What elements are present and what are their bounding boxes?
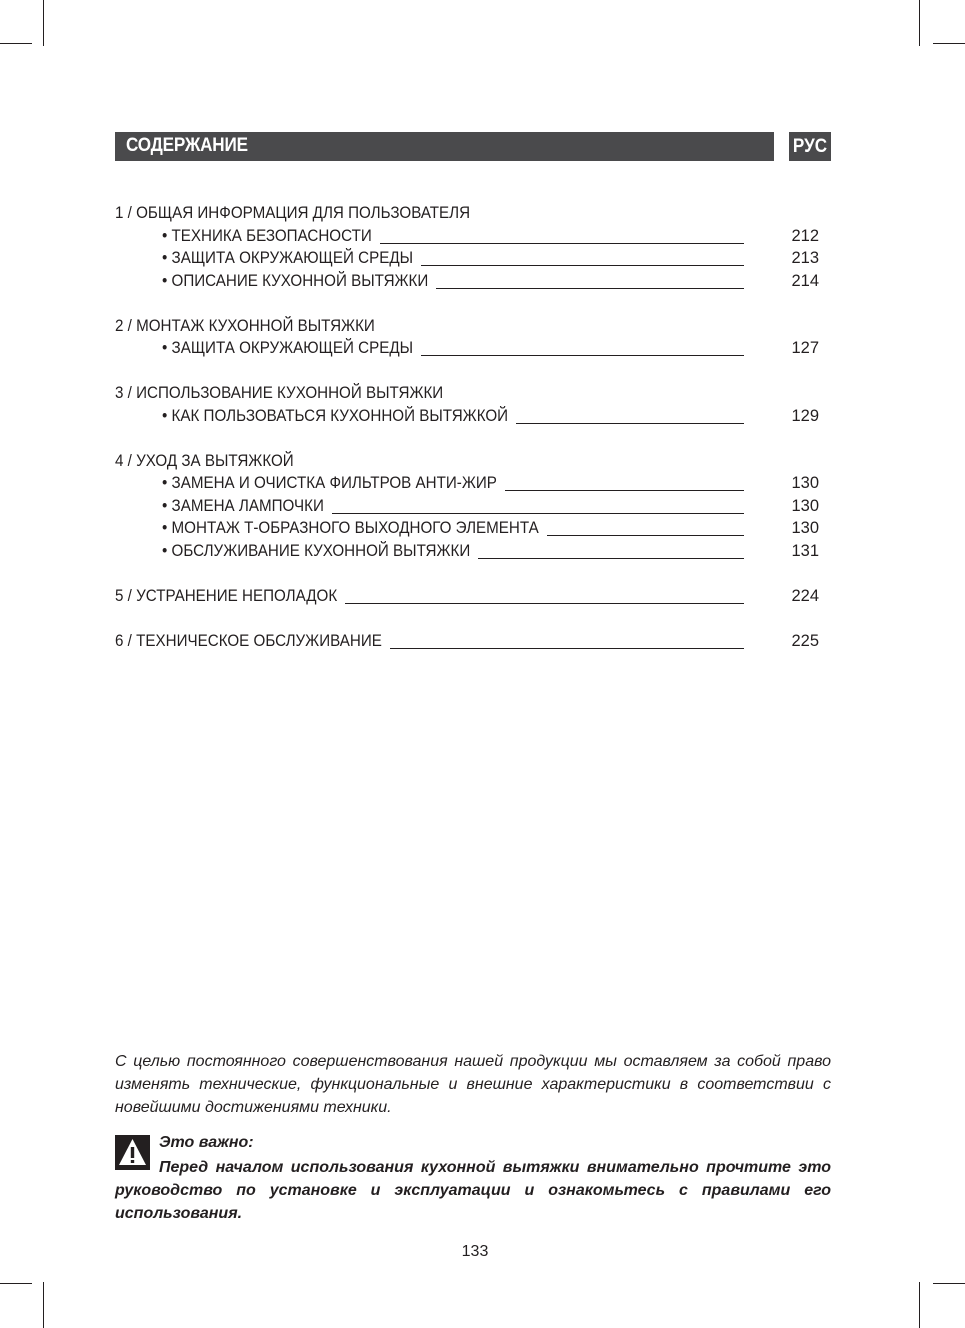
warning-title: Это важно:	[159, 1134, 254, 1151]
toc-item-label: • ОБСЛУЖИВАНИЕ КУХОННОЙ ВЫТЯЖКИ	[162, 541, 471, 560]
toc-item	[115, 270, 831, 292]
toc-item-label: • ЗАЩИТА ОКРУЖАЮЩЕЙ СРЕДЫ	[162, 339, 414, 357]
toc-leader-line	[547, 535, 744, 536]
toc-section-title	[115, 450, 831, 472]
toc-leader-line	[345, 603, 744, 604]
toc-item	[115, 247, 831, 269]
disclaimer-note: С целью постоянного совершенствования нашей продукции мы оставляем за собой право изменять технические, функциональные и внешние характеристики в соответствии с новейшими достижениями техники.	[115, 1053, 831, 1116]
crop-mark	[919, 1282, 920, 1328]
toc-item	[115, 405, 831, 427]
language-badge-label: РУС	[792, 136, 828, 157]
toc-section-title	[115, 202, 831, 224]
toc-section-label: 2 / МОНТАЖ КУХОННОЙ ВЫТЯЖКИ	[115, 316, 375, 335]
toc-page-number: 224	[791, 586, 819, 605]
toc-leader-line	[478, 558, 744, 559]
toc-page-number: 131	[791, 541, 819, 560]
toc-leader-line	[380, 243, 744, 244]
toc-page-number: 214	[791, 271, 819, 290]
header-bar	[115, 132, 774, 161]
crop-mark	[0, 43, 32, 44]
toc-page-number: 129	[791, 406, 819, 425]
toc-section-label: 1 / ОБЩАЯ ИНФОРМАЦИЯ ДЛЯ ПОЛЬЗОВАТЕЛЯ	[115, 204, 471, 222]
toc-item-label: • ЗАМЕНА И ОЧИСТКА ФИЛЬТРОВ АНТИ-ЖИР	[162, 474, 497, 492]
toc-section-title	[115, 315, 831, 337]
toc-page-number: 213	[791, 249, 819, 267]
crop-mark	[43, 1282, 44, 1328]
toc-section-label: 5 / УСТРАНЕНИЕ НЕПОЛАДОК	[115, 586, 338, 605]
crop-mark	[43, 0, 44, 46]
toc-item	[115, 225, 831, 247]
toc-item-label: • ЗАМЕНА ЛАМПОЧКИ	[162, 496, 324, 515]
toc-item	[115, 472, 831, 494]
toc-item-label: • ТЕХНИКА БЕЗОПАСНОСТИ	[162, 226, 372, 245]
page-number: 133	[461, 1243, 489, 1260]
toc-section-title	[115, 382, 831, 404]
toc-section-label: 4 / УХОД ЗА ВЫТЯЖКОЙ	[115, 451, 294, 470]
page-title: СОДЕРЖАНИЕ	[126, 135, 248, 156]
crop-mark	[0, 1283, 32, 1284]
toc-leader-line	[505, 490, 744, 491]
toc-leader-line	[516, 423, 744, 424]
toc-section-label: 6 / ТЕХНИЧЕСКОЕ ОБСЛУЖИВАНИЕ	[115, 631, 382, 650]
toc-leader-line	[436, 288, 744, 289]
toc-page-number: 225	[791, 631, 819, 650]
toc-section-label: 3 / ИСПОЛЬЗОВАНИЕ КУХОННОЙ ВЫТЯЖКИ	[115, 384, 444, 402]
toc-item	[115, 517, 831, 539]
toc-item	[115, 337, 831, 359]
toc-leader-line	[332, 513, 744, 514]
toc-page-number: 127	[791, 339, 819, 357]
toc-item	[115, 495, 831, 517]
toc-leader-line	[421, 355, 744, 356]
crop-mark	[933, 1283, 965, 1284]
toc-page-number: 130	[791, 474, 819, 492]
toc-item-label: • ОПИСАНИЕ КУХОННОЙ ВЫТЯЖКИ	[162, 271, 429, 290]
crop-mark	[919, 0, 920, 46]
toc-page-number: 130	[791, 519, 819, 537]
language-badge	[789, 132, 831, 161]
toc-page-number: 130	[791, 496, 819, 515]
toc-item	[115, 540, 831, 562]
toc-item-label: • МОНТАЖ Т-ОБРАЗНОГО ВЫХОДНОГО ЭЛЕМЕНТА	[162, 519, 539, 537]
toc-section-title	[115, 585, 831, 607]
toc-section-title	[115, 630, 831, 652]
warning-text: Перед началом использования кухонной вытяжки внимательно прочтите это руководство по установке и эксплуатации и ознакомьтесь с правилами его использования.	[115, 1159, 831, 1222]
toc-leader-line	[390, 648, 744, 649]
toc-item-label: • КАК ПОЛЬЗОВАТЬСЯ КУХОННОЙ ВЫТЯЖКОЙ	[162, 406, 509, 425]
toc-page-number: 212	[791, 226, 819, 245]
toc-item-label: • ЗАЩИТА ОКРУЖАЮЩЕЙ СРЕДЫ	[162, 249, 414, 267]
crop-mark	[933, 43, 965, 44]
toc-leader-line	[421, 265, 744, 266]
